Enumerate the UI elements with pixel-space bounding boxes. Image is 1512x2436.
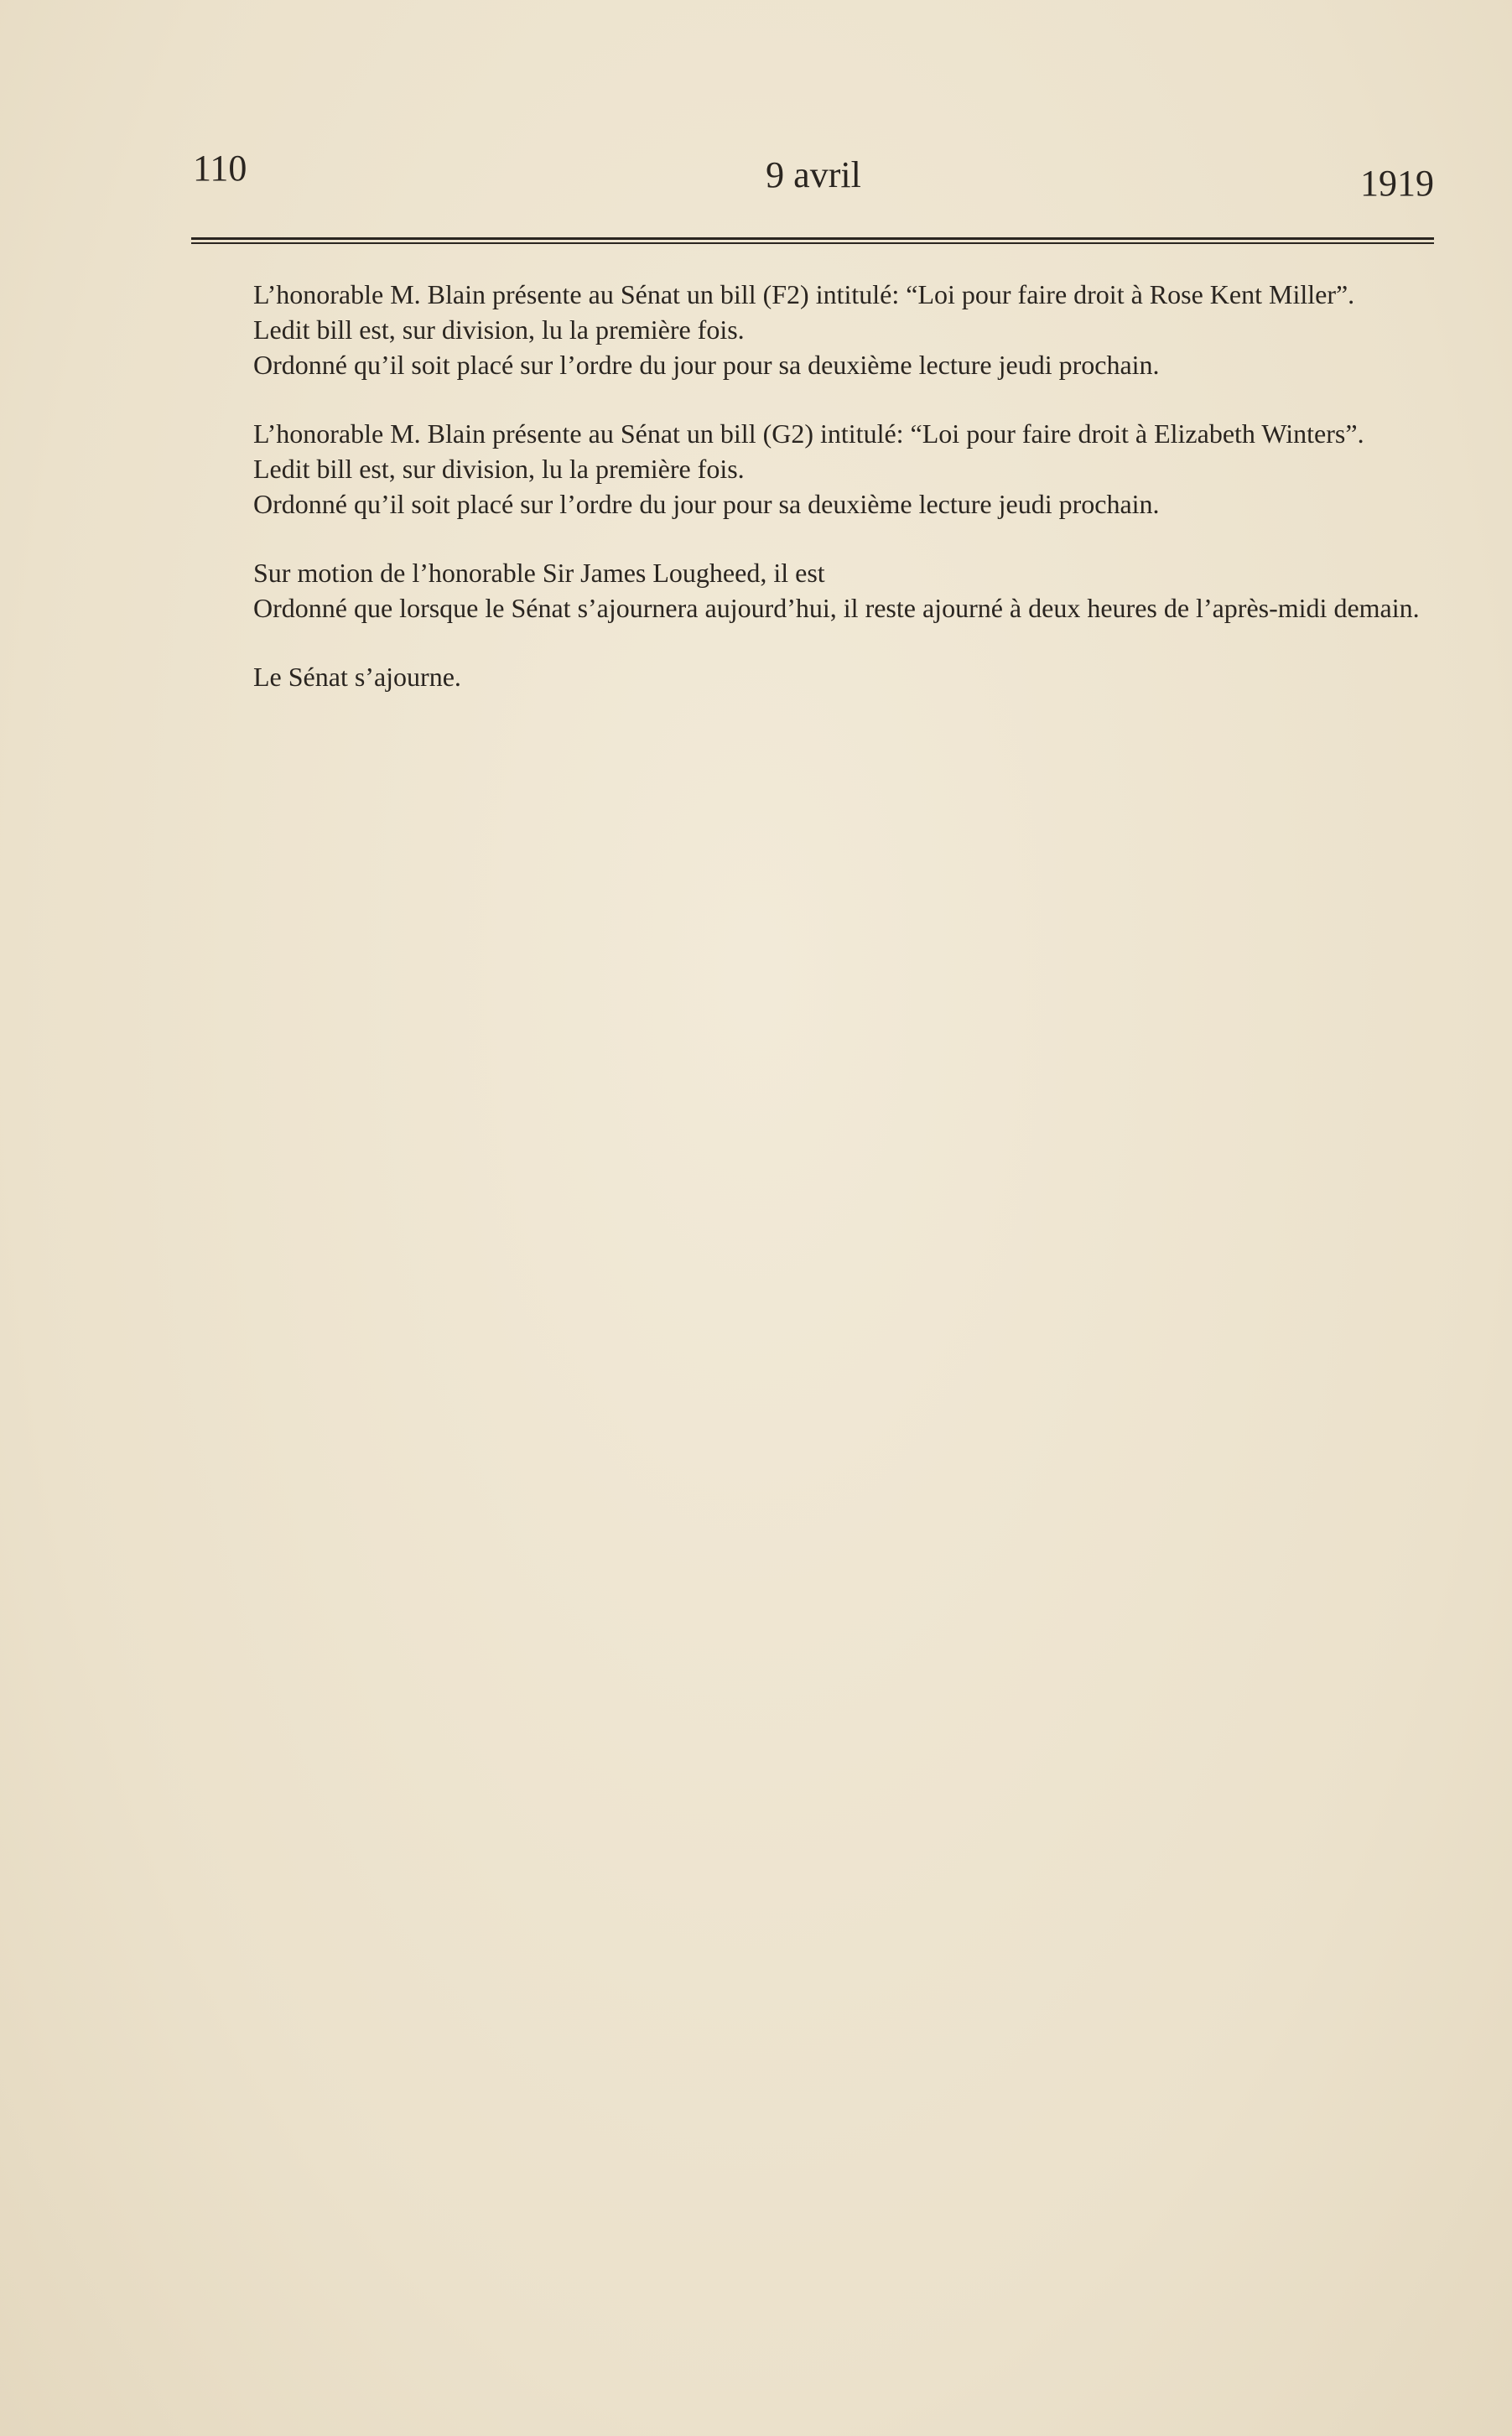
paragraph: Sur motion de l’honorable Sir James Lougheed, il est <box>253 558 825 588</box>
paragraph: L’honorable M. Blain présente au Sénat un bill (G2) intitulé: “Loi pour faire droit à Elizabeth Winters”. <box>253 418 1364 449</box>
header-rule-top <box>191 237 1434 240</box>
paragraph: Ordonné que lorsque le Sénat s’ajournera aujourd’hui, il reste ajourné à deux heures de l’après-midi demain. <box>253 593 1420 623</box>
paragraph: Ordonné qu’il soit placé sur l’ordre du jour pour sa deuxième lecture jeudi prochain. <box>253 350 1160 380</box>
entry-adjournment-motion <box>191 555 1432 626</box>
header-date: 9 avril <box>766 154 861 195</box>
entry-bill-g2 <box>191 416 1432 522</box>
header-rule-bottom <box>191 242 1434 244</box>
header-year: 1919 <box>1360 163 1434 204</box>
page-header <box>193 147 1434 214</box>
entry-senate-adjourns <box>191 659 1432 694</box>
paragraph: Ledit bill est, sur division, lu la première fois. <box>253 454 745 484</box>
document-body <box>191 277 1432 728</box>
paragraph: Le Sénat s’ajourne. <box>253 662 461 692</box>
paragraph: Ordonné qu’il soit placé sur l’ordre du jour pour sa deuxième lecture jeudi prochain. <box>253 489 1160 519</box>
paragraph: L’honorable M. Blain présente au Sénat un bill (F2) intitulé: “Loi pour faire droit à Rose Kent Miller”. <box>253 279 1355 309</box>
page-number: 110 <box>193 148 247 189</box>
header-double-rule <box>191 237 1434 246</box>
entry-bill-f2 <box>191 277 1432 382</box>
paragraph: Ledit bill est, sur division, lu la première fois. <box>253 314 745 345</box>
